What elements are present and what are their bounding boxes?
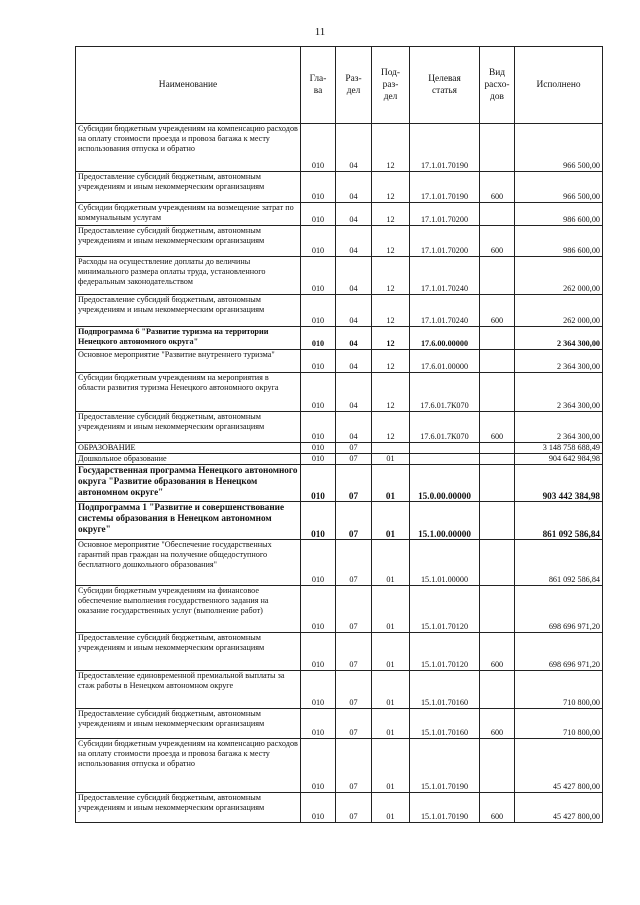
table-body	[76, 124, 603, 823]
cell-vid	[480, 671, 515, 709]
cell-glava: 010	[301, 203, 336, 226]
cell-amount: 710 800,00	[515, 671, 603, 709]
cell-vid	[480, 465, 515, 502]
cell-amount: 986 600,00	[515, 226, 603, 257]
page-number: 11	[314, 26, 326, 38]
cell-name: Предоставление субсидий бюджетным, автономным учреждениям и иным некоммерческим организациям	[76, 295, 301, 327]
table-row	[76, 633, 603, 671]
cell-name: Основное мероприятие "Обеспечение государственных гарантий прав граждан на получение общедоступного бесплатного дошкольного образования"	[76, 540, 301, 586]
cell-glava: 010	[301, 350, 336, 373]
cell-razdel: 07	[336, 633, 372, 671]
cell-glava: 010	[301, 633, 336, 671]
table-row	[76, 502, 603, 540]
cell-target	[410, 454, 480, 465]
table-row	[76, 327, 603, 350]
cell-amount: 262 000,00	[515, 295, 603, 327]
cell-amount: 45 427 800,00	[515, 793, 603, 823]
cell-razdel: 04	[336, 124, 372, 172]
table-row	[76, 295, 603, 327]
cell-podrazdel: 12	[372, 257, 410, 295]
cell-glava: 010	[301, 671, 336, 709]
cell-name: Субсидии бюджетным учреждениям на возмещение затрат по коммунальным услугам	[76, 203, 301, 226]
header-done: Исполнено	[515, 47, 603, 124]
cell-podrazdel: 12	[372, 295, 410, 327]
cell-razdel: 07	[336, 793, 372, 823]
cell-amount: 966 500,00	[515, 172, 603, 203]
cell-podrazdel: 01	[372, 633, 410, 671]
cell-razdel: 07	[336, 586, 372, 633]
table-row	[76, 739, 603, 793]
cell-name: Субсидии бюджетным учреждениям на мероприятия в области развития туризма Ненецкого автономного округа	[76, 373, 301, 412]
cell-podrazdel: 12	[372, 172, 410, 203]
header-target: Целевая статья	[410, 47, 480, 124]
table-row	[76, 540, 603, 586]
cell-glava: 010	[301, 454, 336, 465]
table-row	[76, 124, 603, 172]
table-row	[76, 709, 603, 739]
cell-name: Основное мероприятие "Развитие внутреннего туризма"	[76, 350, 301, 373]
cell-vid	[480, 586, 515, 633]
cell-glava: 010	[301, 412, 336, 443]
cell-razdel: 07	[336, 540, 372, 586]
cell-glava: 010	[301, 327, 336, 350]
cell-amount: 986 600,00	[515, 203, 603, 226]
cell-glava: 010	[301, 793, 336, 823]
cell-target	[410, 443, 480, 454]
cell-glava: 010	[301, 124, 336, 172]
cell-glava: 010	[301, 172, 336, 203]
budget-table	[75, 46, 603, 823]
cell-name: Предоставление единовременной премиальной выплаты за стаж работы в Ненецком автономном округе	[76, 671, 301, 709]
cell-target: 17.6.01.7К070	[410, 412, 480, 443]
cell-razdel: 07	[336, 739, 372, 793]
cell-glava: 010	[301, 739, 336, 793]
cell-razdel: 04	[336, 203, 372, 226]
cell-glava: 010	[301, 586, 336, 633]
cell-target: 15.0.00.00000	[410, 465, 480, 502]
cell-podrazdel: 01	[372, 586, 410, 633]
table-row	[76, 465, 603, 502]
cell-name: Субсидии бюджетным учреждениям на компенсацию расходов на оплату стоимости проезда и провоза багажа к месту использования отпуска и обратно	[76, 739, 301, 793]
cell-vid	[480, 257, 515, 295]
cell-podrazdel	[372, 443, 410, 454]
cell-amount: 698 696 971,20	[515, 633, 603, 671]
cell-target: 17.1.01.70190	[410, 172, 480, 203]
cell-name: Субсидии бюджетным учреждениям на финансовое обеспечение выполнения государственного задания на оказание государственных услуг (выполнение работ)	[76, 586, 301, 633]
cell-name: Дошкольное образование	[76, 454, 301, 465]
cell-target: 15.1.01.70120	[410, 586, 480, 633]
cell-name: Подпрограмма 6 "Развитие туризма на территории Ненецкого автономного округа"	[76, 327, 301, 350]
cell-razdel: 04	[336, 327, 372, 350]
cell-podrazdel: 01	[372, 671, 410, 709]
cell-razdel: 04	[336, 295, 372, 327]
cell-amount: 2 364 300,00	[515, 327, 603, 350]
cell-vid: 600	[480, 412, 515, 443]
cell-podrazdel: 12	[372, 226, 410, 257]
cell-name: Предоставление субсидий бюджетным, автономным учреждениям и иным некоммерческим организациям	[76, 709, 301, 739]
cell-target: 15.1.01.70160	[410, 709, 480, 739]
cell-amount: 966 500,00	[515, 124, 603, 172]
header-razdel: Раз- дел	[336, 47, 372, 124]
cell-amount: 861 092 586,84	[515, 502, 603, 540]
cell-razdel: 04	[336, 172, 372, 203]
cell-vid	[480, 373, 515, 412]
table-row	[76, 443, 603, 454]
cell-amount: 2 364 300,00	[515, 373, 603, 412]
cell-amount: 698 696 971,20	[515, 586, 603, 633]
cell-vid	[480, 124, 515, 172]
cell-name: Расходы на осуществление доплаты до величины минимального размера оплаты труда, установленного федеральным законодательством	[76, 257, 301, 295]
table-row	[76, 412, 603, 443]
cell-razdel: 04	[336, 226, 372, 257]
cell-name: Предоставление субсидий бюджетным, автономным учреждениям и иным некоммерческим организациям	[76, 633, 301, 671]
cell-glava: 010	[301, 257, 336, 295]
cell-vid: 600	[480, 793, 515, 823]
cell-razdel: 07	[336, 465, 372, 502]
table-row	[76, 586, 603, 633]
table-header-row	[76, 47, 603, 124]
cell-podrazdel: 01	[372, 465, 410, 502]
cell-target: 17.1.01.70200	[410, 203, 480, 226]
cell-vid: 600	[480, 709, 515, 739]
cell-podrazdel: 12	[372, 124, 410, 172]
cell-name: Предоставление субсидий бюджетным, автономным учреждениям и иным некоммерческим организациям	[76, 226, 301, 257]
cell-target: 17.6.01.7К070	[410, 373, 480, 412]
cell-target: 15.1.00.00000	[410, 502, 480, 540]
cell-vid: 600	[480, 295, 515, 327]
cell-glava: 010	[301, 373, 336, 412]
cell-podrazdel: 12	[372, 412, 410, 443]
table-row	[76, 226, 603, 257]
cell-vid	[480, 350, 515, 373]
cell-name: Субсидии бюджетным учреждениям на компенсацию расходов на оплату стоимости проезда и провоза багажа к месту использования отпуска и обратно	[76, 124, 301, 172]
cell-name: Предоставление субсидий бюджетным, автономным учреждениям и иным некоммерческим организациям	[76, 793, 301, 823]
table-row	[76, 793, 603, 823]
cell-vid: 600	[480, 633, 515, 671]
cell-name: Предоставление субсидий бюджетным, автономным учреждениям и иным некоммерческим организациям	[76, 172, 301, 203]
cell-target: 17.6.01.00000	[410, 350, 480, 373]
cell-amount: 904 642 984,98	[515, 454, 603, 465]
cell-vid	[480, 454, 515, 465]
cell-target: 15.1.01.70190	[410, 793, 480, 823]
cell-podrazdel: 01	[372, 502, 410, 540]
table-row	[76, 203, 603, 226]
cell-podrazdel: 12	[372, 327, 410, 350]
cell-vid: 600	[480, 172, 515, 203]
cell-glava: 010	[301, 226, 336, 257]
cell-razdel: 07	[336, 454, 372, 465]
cell-target: 17.6.00.00000	[410, 327, 480, 350]
header-name: Наименование	[76, 47, 301, 124]
cell-vid	[480, 739, 515, 793]
cell-amount: 3 148 758 688,49	[515, 443, 603, 454]
cell-razdel: 07	[336, 671, 372, 709]
cell-target: 15.1.01.70160	[410, 671, 480, 709]
cell-podrazdel: 01	[372, 739, 410, 793]
table-row	[76, 257, 603, 295]
cell-glava: 010	[301, 540, 336, 586]
cell-razdel: 07	[336, 443, 372, 454]
cell-target: 15.1.01.70120	[410, 633, 480, 671]
cell-glava: 010	[301, 443, 336, 454]
cell-podrazdel: 12	[372, 203, 410, 226]
cell-amount: 2 364 300,00	[515, 350, 603, 373]
cell-razdel: 07	[336, 502, 372, 540]
cell-name: Предоставление субсидий бюджетным, автономным учреждениям и иным некоммерческим организациям	[76, 412, 301, 443]
cell-target: 17.1.01.70240	[410, 295, 480, 327]
cell-amount: 903 442 384,98	[515, 465, 603, 502]
cell-razdel: 07	[336, 709, 372, 739]
cell-podrazdel: 01	[372, 793, 410, 823]
table-row	[76, 172, 603, 203]
cell-target: 17.1.01.70240	[410, 257, 480, 295]
cell-amount: 2 364 300,00	[515, 412, 603, 443]
cell-amount: 861 092 586,84	[515, 540, 603, 586]
cell-glava: 010	[301, 465, 336, 502]
cell-vid	[480, 443, 515, 454]
cell-target: 17.1.01.70200	[410, 226, 480, 257]
cell-glava: 010	[301, 709, 336, 739]
cell-podrazdel: 01	[372, 540, 410, 586]
cell-podrazdel: 01	[372, 454, 410, 465]
cell-razdel: 04	[336, 350, 372, 373]
cell-razdel: 04	[336, 412, 372, 443]
header-glava: Гла- ва	[301, 47, 336, 124]
table-row	[76, 454, 603, 465]
cell-glava: 010	[301, 295, 336, 327]
cell-target: 17.1.01.70190	[410, 124, 480, 172]
cell-amount: 710 800,00	[515, 709, 603, 739]
cell-vid: 600	[480, 226, 515, 257]
cell-razdel: 04	[336, 373, 372, 412]
cell-name: Подпрограмма 1 "Развитие и совершенствование системы образования в Ненецком автономном округе"	[76, 502, 301, 540]
header-vid: Вид расхо- дов	[480, 47, 515, 124]
cell-podrazdel: 12	[372, 350, 410, 373]
cell-amount: 45 427 800,00	[515, 739, 603, 793]
cell-name: ОБРАЗОВАНИЕ	[76, 443, 301, 454]
table-row	[76, 350, 603, 373]
cell-vid	[480, 502, 515, 540]
cell-target: 15.1.01.00000	[410, 540, 480, 586]
cell-vid	[480, 327, 515, 350]
cell-amount: 262 000,00	[515, 257, 603, 295]
cell-vid	[480, 203, 515, 226]
cell-vid	[480, 540, 515, 586]
header-podrazdel: Под- раз- дел	[372, 47, 410, 124]
table-row	[76, 671, 603, 709]
cell-name: Государственная программа Ненецкого автономного округа "Развитие образования в Ненецком автономном округе"	[76, 465, 301, 502]
cell-podrazdel: 01	[372, 709, 410, 739]
cell-target: 15.1.01.70190	[410, 739, 480, 793]
cell-razdel: 04	[336, 257, 372, 295]
cell-podrazdel: 12	[372, 373, 410, 412]
cell-glava: 010	[301, 502, 336, 540]
table-row	[76, 373, 603, 412]
